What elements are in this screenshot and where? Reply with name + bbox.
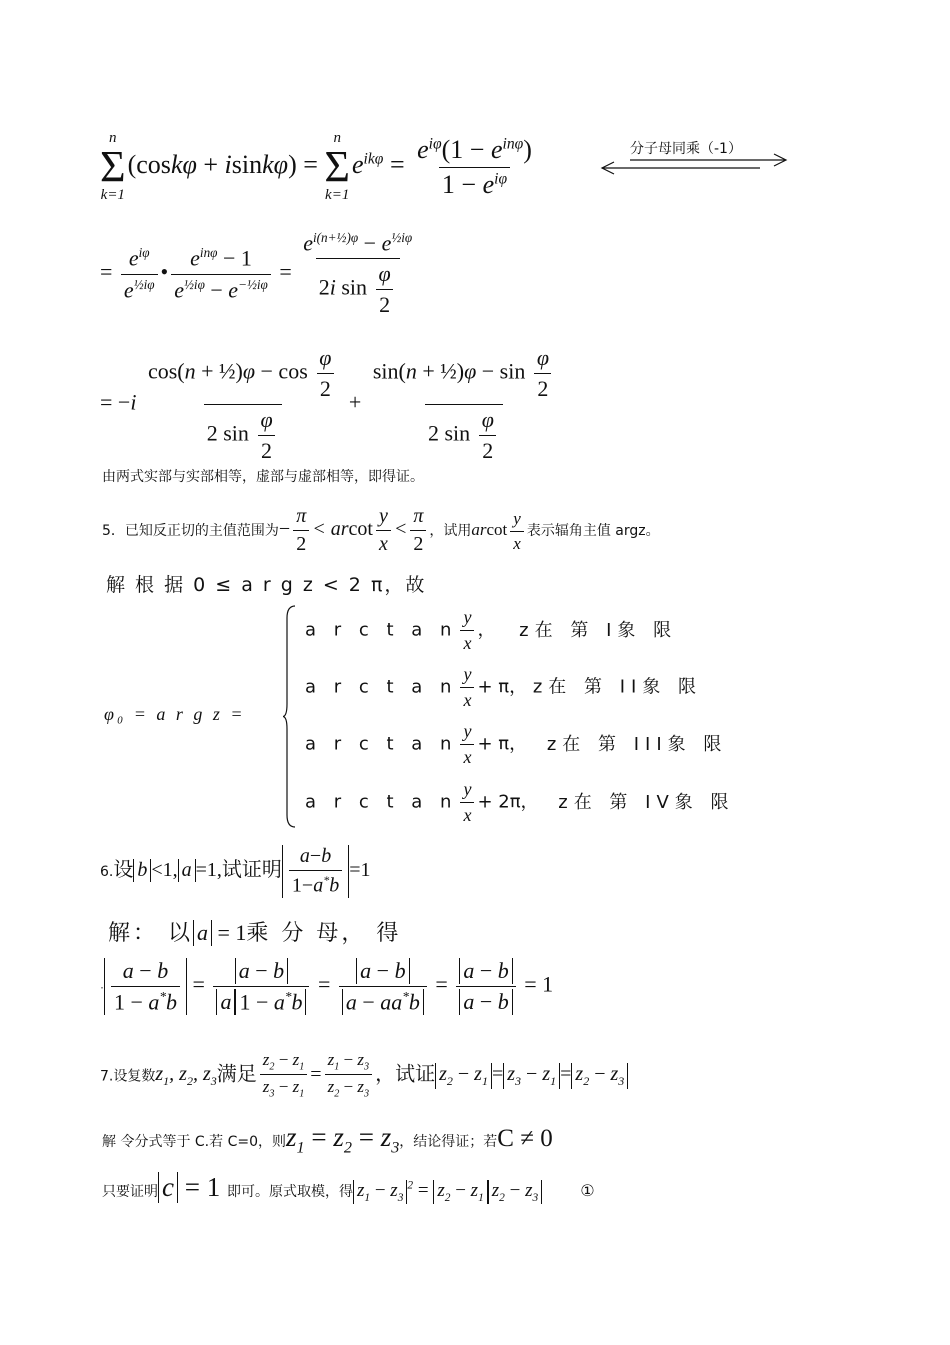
- case-4: a r c t a n $\frac{y}{x}$ + 2π， z在 第 ⅠV象 限: [305, 779, 735, 825]
- equation-step-3: = −i cos(n + ½)φ − cos $\frac{\varphi}{2}$ 2 sin $\frac{\varphi}{2}$ + sin(n + ½)φ − sin $\frac{\varphi}{2}$ 2 sin $\frac{\varphi}{2}$: [100, 345, 561, 464]
- question-6: 6.设 b <1, a =1,试证明 $\frac{a-b}{1-a^*b}$ =1: [100, 845, 371, 897]
- case-1: a r c t a n $\frac{y}{x}$ ， z在 第 Ⅰ象 限: [305, 607, 678, 653]
- double-arrow-icon: [600, 138, 790, 178]
- solution-7-line-1: 解 令分式等于 C.若 C=0，则$z_1 = z_2 = z_3$，结论得证；若C ≠ 0: [102, 1122, 553, 1157]
- solution-5-intro: 解 根 据 0 ≤ a r g z < 2 π，故: [106, 574, 427, 596]
- equation-step-2: = $\frac{e^{i\varphi}}{e^{\frac{1}{2}i\varphi}}$ • $\frac{e^{in\varphi} - 1}{e^{\frac{1}{2}i\varphi} - e^{-\frac{1}{2}i\varphi}}$ = $e^{i(n+\frac{1}{2})\varphi} - e^{\frac{1}{2}i\varphi}$ 2i sin $\frac{\varphi}{2}$: [100, 230, 413, 318]
- left-brace-icon: [283, 604, 297, 829]
- solution-6-equation: · $\frac{a - b}{1 - a^*b}$ = $\frac{a - b}{a 1 - a^*b}$ = $\frac{a - b}{a - aa^*b}$ = $\frac{a - b}{a - b}$ = 1: [100, 958, 554, 1015]
- circled-one: ①: [580, 1181, 595, 1200]
- arrow-annotation: [600, 138, 790, 178]
- solution-5-lhs: φ₀ = a r g z =: [104, 704, 246, 724]
- equation-sum: n Σ k=1 (coskφ + isinkφ) = n Σ k=1 $e^{ik\varphi}$ = $\frac{e^{i\varphi}(1 - e^{in\varphi})}{1 - e^{i\varphi}}$: [100, 130, 538, 204]
- fraction-1: $\frac{e^{i\varphi}(1 - e^{in\varphi})}{1 - e^{i\varphi}}$: [417, 134, 532, 199]
- case-3: a r c t a n $\frac{y}{x}$ + π， z在 第 ⅠⅠⅠ象 限: [305, 721, 728, 767]
- case-2: a r c t a n $\frac{y}{x}$ + π， z在 第 ⅠⅠ象 限: [305, 664, 703, 710]
- solution-7-line-2: 只要证明 c = 1 即可。原式取模，得 $z_1 - z_3^2 = z_2 - z_1$ $z_2 - z_3$ ①: [102, 1172, 595, 1204]
- question-7: 7.设复数$z_1$, $z_2$, $z_3$满足 $\frac{z_2 - z_1}{z_3 - z_1}$ = $\frac{z_1 - z_3}{z_2 - z_3}$ ，试证 $z_2 - z_1 = z_3 - z_1 = z_2 - z_3$: [100, 1050, 628, 1100]
- conclusion-line: 由两式实部与实部相等，虚部与虚部相等，即得证。: [102, 469, 424, 485]
- sum-symbol-2: n Σ k=1: [324, 130, 350, 203]
- arrow-label: 分子母同乘（-1）: [630, 141, 742, 157]
- question-5: 5．已知反正切的主值范围为− $\frac{\pi}{2}$ < arcot $\frac{y}{x}$ < $\frac{\pi}{2}$ ，试用arcot $\frac{y}{x}$ 表示辐角主值 argz。: [102, 505, 660, 555]
- sum-symbol: n Σ k=1: [100, 130, 126, 203]
- solution-6-intro: 解： 以 a = 1乘 分 母， 得: [108, 920, 402, 946]
